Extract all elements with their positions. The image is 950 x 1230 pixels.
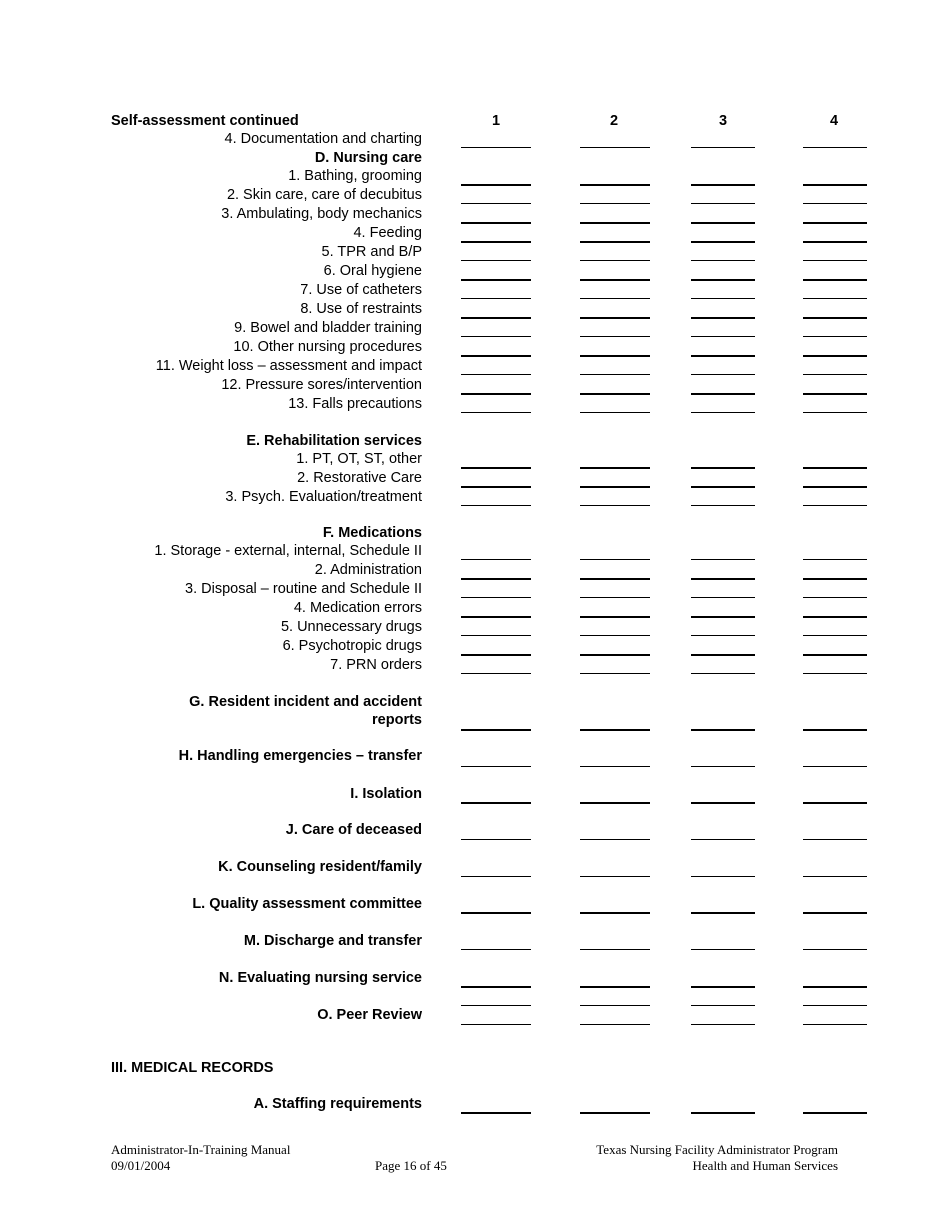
section-heading-medical-records: III. MEDICAL RECORDS bbox=[111, 1060, 274, 1076]
answer-blank-line[interactable] bbox=[580, 949, 650, 950]
answer-blank-line[interactable] bbox=[461, 222, 531, 224]
row-label: 5. Unnecessary drugs bbox=[280, 619, 422, 635]
answer-blank-line[interactable] bbox=[691, 912, 755, 914]
answer-blank-line[interactable] bbox=[691, 802, 755, 804]
group-heading-peer-review: O. Peer Review bbox=[317, 1007, 422, 1023]
row-label: 9. Bowel and bladder training bbox=[234, 320, 422, 336]
row-label: 7. PRN orders bbox=[330, 657, 422, 673]
answer-blank-line[interactable] bbox=[803, 1112, 867, 1114]
answer-blank-line[interactable] bbox=[803, 949, 867, 950]
answer-blank-line[interactable] bbox=[691, 1112, 755, 1114]
answer-blank-line[interactable] bbox=[803, 876, 867, 877]
answer-blank-line[interactable] bbox=[691, 317, 755, 319]
answer-blank-line[interactable] bbox=[461, 336, 531, 337]
answer-blank-line[interactable] bbox=[580, 912, 650, 914]
group-heading-evaluating-nursing: N. Evaluating nursing service bbox=[218, 970, 422, 986]
answer-blank-line[interactable] bbox=[580, 597, 650, 598]
answer-blank-line[interactable] bbox=[691, 1005, 755, 1006]
answer-blank-line[interactable] bbox=[691, 949, 755, 950]
answer-blank-line[interactable] bbox=[461, 1005, 531, 1006]
answer-blank-line[interactable] bbox=[803, 298, 867, 299]
answer-blank-line[interactable] bbox=[803, 336, 867, 337]
answer-blank-line[interactable] bbox=[461, 241, 531, 243]
answer-blank-line[interactable] bbox=[580, 1005, 650, 1006]
answer-blank-line[interactable] bbox=[803, 1024, 867, 1025]
answer-blank-line[interactable] bbox=[461, 467, 531, 469]
row-label: 1. Bathing, grooming bbox=[288, 168, 422, 184]
answer-blank-line[interactable] bbox=[803, 486, 867, 488]
group-heading-discharge: M. Discharge and transfer bbox=[243, 933, 422, 949]
answer-blank-line[interactable] bbox=[461, 393, 531, 395]
answer-blank-line[interactable] bbox=[580, 298, 650, 299]
answer-blank-line[interactable] bbox=[461, 298, 531, 299]
answer-blank-line[interactable] bbox=[691, 298, 755, 299]
answer-blank-line[interactable] bbox=[803, 729, 867, 731]
answer-blank-line[interactable] bbox=[691, 876, 755, 877]
answer-blank-line[interactable] bbox=[461, 147, 531, 148]
row-label: 4. Documentation and charting bbox=[224, 131, 422, 147]
footer-date: 09/01/2004 bbox=[111, 1158, 171, 1173]
answer-blank-line[interactable] bbox=[580, 355, 650, 357]
answer-blank-line[interactable] bbox=[691, 147, 755, 148]
answer-blank-line[interactable] bbox=[803, 986, 867, 988]
answer-blank-line[interactable] bbox=[691, 616, 755, 618]
answer-blank-line[interactable] bbox=[461, 260, 531, 261]
footer-manual-title: Administrator-In-Training Manual bbox=[111, 1142, 291, 1157]
column-header-2: 2 bbox=[610, 113, 619, 129]
column-header-3: 3 bbox=[719, 113, 728, 129]
answer-blank-line[interactable] bbox=[803, 766, 867, 767]
row-label: 3. Disposal – routine and Schedule II bbox=[185, 581, 422, 597]
row-label: 4. Medication errors bbox=[293, 600, 422, 616]
answer-blank-line[interactable] bbox=[580, 279, 650, 281]
answer-blank-line[interactable] bbox=[691, 654, 755, 656]
answer-blank-line[interactable] bbox=[580, 486, 650, 488]
answer-blank-line[interactable] bbox=[580, 654, 650, 656]
row-label: 1. PT, OT, ST, other bbox=[296, 451, 422, 467]
answer-blank-line[interactable] bbox=[803, 654, 867, 656]
answer-blank-line[interactable] bbox=[461, 412, 531, 413]
answer-blank-line[interactable] bbox=[580, 467, 650, 469]
answer-blank-line[interactable] bbox=[691, 241, 755, 243]
answer-blank-line[interactable] bbox=[461, 184, 531, 186]
answer-blank-line[interactable] bbox=[461, 949, 531, 950]
answer-blank-line[interactable] bbox=[803, 374, 867, 375]
answer-blank-line[interactable] bbox=[580, 986, 650, 988]
row-label: 8. Use of restraints bbox=[300, 301, 422, 317]
answer-blank-line[interactable] bbox=[803, 222, 867, 224]
answer-blank-line[interactable] bbox=[803, 578, 867, 580]
group-heading-counseling: K. Counseling resident/family bbox=[218, 859, 422, 875]
answer-blank-line[interactable] bbox=[803, 912, 867, 914]
answer-blank-line[interactable] bbox=[580, 1024, 650, 1025]
answer-blank-line[interactable] bbox=[803, 147, 867, 148]
answer-blank-line[interactable] bbox=[580, 393, 650, 395]
answer-blank-line[interactable] bbox=[580, 635, 650, 636]
footer-agency: Health and Human Services bbox=[692, 1158, 838, 1173]
answer-blank-line[interactable] bbox=[691, 260, 755, 261]
answer-blank-line[interactable] bbox=[461, 505, 531, 506]
row-label: 6. Psychotropic drugs bbox=[282, 638, 422, 654]
row-label: 10. Other nursing procedures bbox=[233, 339, 422, 355]
row-label: 6. Oral hygiene bbox=[323, 263, 422, 279]
column-header-1: 1 bbox=[492, 113, 501, 129]
answer-blank-line[interactable] bbox=[461, 486, 531, 488]
answer-blank-line[interactable] bbox=[580, 673, 650, 674]
answer-blank-line[interactable] bbox=[461, 635, 531, 636]
answer-blank-line[interactable] bbox=[691, 279, 755, 281]
answer-blank-line[interactable] bbox=[461, 279, 531, 281]
answer-blank-line[interactable] bbox=[461, 374, 531, 375]
row-label: 13. Falls precautions bbox=[288, 396, 422, 412]
answer-blank-line[interactable] bbox=[691, 486, 755, 488]
answer-blank-line[interactable] bbox=[461, 766, 531, 767]
answer-blank-line[interactable] bbox=[461, 876, 531, 877]
group-heading-quality-committee: L. Quality assessment committee bbox=[192, 896, 422, 912]
answer-blank-line[interactable] bbox=[803, 1005, 867, 1006]
answer-blank-line[interactable] bbox=[461, 673, 531, 674]
answer-blank-line[interactable] bbox=[461, 729, 531, 731]
answer-blank-line[interactable] bbox=[691, 673, 755, 674]
answer-blank-line[interactable] bbox=[580, 412, 650, 413]
answer-blank-line[interactable] bbox=[691, 467, 755, 469]
answer-blank-line[interactable] bbox=[691, 729, 755, 731]
answer-blank-line[interactable] bbox=[691, 184, 755, 186]
answer-blank-line[interactable] bbox=[580, 203, 650, 204]
answer-blank-line[interactable] bbox=[691, 222, 755, 224]
answer-blank-line[interactable] bbox=[803, 260, 867, 261]
answer-blank-line[interactable] bbox=[691, 635, 755, 636]
answer-blank-line[interactable] bbox=[691, 839, 755, 840]
answer-blank-line[interactable] bbox=[580, 559, 650, 560]
group-heading-isolation: I. Isolation bbox=[350, 786, 422, 802]
footer-page-number: Page 16 of 45 bbox=[375, 1158, 447, 1173]
answer-blank-line[interactable] bbox=[691, 393, 755, 395]
answer-blank-line[interactable] bbox=[580, 839, 650, 840]
answer-blank-line[interactable] bbox=[580, 222, 650, 224]
answer-blank-line[interactable] bbox=[691, 374, 755, 375]
row-label: 1. Storage - external, internal, Schedule II bbox=[154, 543, 422, 559]
row-label: 5. TPR and B/P bbox=[321, 244, 422, 260]
answer-blank-line[interactable] bbox=[691, 559, 755, 560]
answer-blank-line[interactable] bbox=[803, 279, 867, 281]
row-label: 3. Psych. Evaluation/treatment bbox=[225, 489, 422, 505]
answer-blank-line[interactable] bbox=[691, 505, 755, 506]
answer-blank-line[interactable] bbox=[461, 317, 531, 319]
row-label: 2. Skin care, care of decubitus bbox=[226, 187, 422, 203]
answer-blank-line[interactable] bbox=[461, 355, 531, 357]
section-continued-title: Self-assessment continued bbox=[111, 113, 299, 129]
answer-blank-line[interactable] bbox=[580, 578, 650, 580]
row-label: 2. Restorative Care bbox=[297, 470, 422, 486]
answer-blank-line[interactable] bbox=[461, 986, 531, 988]
answer-blank-line[interactable] bbox=[580, 616, 650, 618]
answer-blank-line[interactable] bbox=[803, 412, 867, 413]
answer-blank-line[interactable] bbox=[580, 184, 650, 186]
answer-blank-line[interactable] bbox=[580, 374, 650, 375]
row-label: 11. Weight loss – assessment and impact bbox=[155, 358, 422, 374]
row-label: 3. Ambulating, body mechanics bbox=[221, 206, 422, 222]
answer-blank-line[interactable] bbox=[580, 505, 650, 506]
answer-blank-line[interactable] bbox=[803, 635, 867, 636]
answer-blank-line[interactable] bbox=[803, 505, 867, 506]
answer-blank-line[interactable] bbox=[580, 1112, 650, 1114]
answer-blank-line[interactable] bbox=[580, 317, 650, 319]
answer-blank-line[interactable] bbox=[691, 986, 755, 988]
answer-blank-line[interactable] bbox=[461, 616, 531, 618]
answer-blank-line[interactable] bbox=[580, 147, 650, 148]
answer-blank-line[interactable] bbox=[803, 673, 867, 674]
row-label: 7. Use of catheters bbox=[300, 282, 422, 298]
answer-blank-line[interactable] bbox=[461, 802, 531, 804]
answer-blank-line[interactable] bbox=[803, 559, 867, 560]
answer-blank-line[interactable] bbox=[580, 802, 650, 804]
answer-blank-line[interactable] bbox=[803, 355, 867, 357]
answer-blank-line[interactable] bbox=[803, 203, 867, 204]
answer-blank-line[interactable] bbox=[803, 597, 867, 598]
group-heading-rehabilitation: E. Rehabilitation services bbox=[246, 433, 422, 449]
answer-blank-line[interactable] bbox=[803, 839, 867, 840]
group-heading-incident-reports-cont: reports bbox=[372, 712, 422, 728]
group-heading-nursing-care: D. Nursing care bbox=[314, 150, 422, 166]
answer-blank-line[interactable] bbox=[461, 559, 531, 560]
group-heading-care-of-deceased: J. Care of deceased bbox=[285, 822, 422, 838]
answer-blank-line[interactable] bbox=[461, 839, 531, 840]
answer-blank-line[interactable] bbox=[461, 1112, 531, 1114]
row-label: 2. Administration bbox=[314, 562, 422, 578]
answer-blank-line[interactable] bbox=[461, 1024, 531, 1025]
group-heading-staffing: A. Staffing requirements bbox=[253, 1096, 422, 1112]
answer-blank-line[interactable] bbox=[803, 317, 867, 319]
answer-blank-line[interactable] bbox=[691, 1024, 755, 1025]
row-label: 4. Feeding bbox=[353, 225, 422, 241]
answer-blank-line[interactable] bbox=[580, 729, 650, 731]
column-header-4: 4 bbox=[830, 113, 839, 129]
answer-blank-line[interactable] bbox=[691, 597, 755, 598]
answer-blank-line[interactable] bbox=[803, 184, 867, 186]
answer-blank-line[interactable] bbox=[580, 336, 650, 337]
answer-blank-line[interactable] bbox=[461, 597, 531, 598]
answer-blank-line[interactable] bbox=[691, 203, 755, 204]
answer-blank-line[interactable] bbox=[461, 203, 531, 204]
row-label: 12. Pressure sores/intervention bbox=[221, 377, 422, 393]
answer-blank-line[interactable] bbox=[691, 578, 755, 580]
answer-blank-line[interactable] bbox=[803, 467, 867, 469]
answer-blank-line[interactable] bbox=[691, 355, 755, 357]
answer-blank-line[interactable] bbox=[461, 578, 531, 580]
answer-blank-line[interactable] bbox=[580, 241, 650, 243]
answer-blank-line[interactable] bbox=[803, 802, 867, 804]
answer-blank-line[interactable] bbox=[691, 766, 755, 767]
answer-blank-line[interactable] bbox=[580, 766, 650, 767]
answer-blank-line[interactable] bbox=[803, 241, 867, 243]
answer-blank-line[interactable] bbox=[691, 412, 755, 413]
group-heading-medications: F. Medications bbox=[322, 525, 422, 541]
footer-program: Texas Nursing Facility Administrator Program bbox=[596, 1142, 838, 1157]
answer-blank-line[interactable] bbox=[803, 393, 867, 395]
answer-blank-line[interactable] bbox=[461, 654, 531, 656]
answer-blank-line[interactable] bbox=[691, 336, 755, 337]
answer-blank-line[interactable] bbox=[580, 260, 650, 261]
answer-blank-line[interactable] bbox=[803, 616, 867, 618]
group-heading-emergencies: H. Handling emergencies – transfer bbox=[178, 748, 422, 764]
answer-blank-line[interactable] bbox=[461, 912, 531, 914]
answer-blank-line[interactable] bbox=[580, 876, 650, 877]
group-heading-incident-reports: G. Resident incident and accident bbox=[189, 694, 422, 710]
